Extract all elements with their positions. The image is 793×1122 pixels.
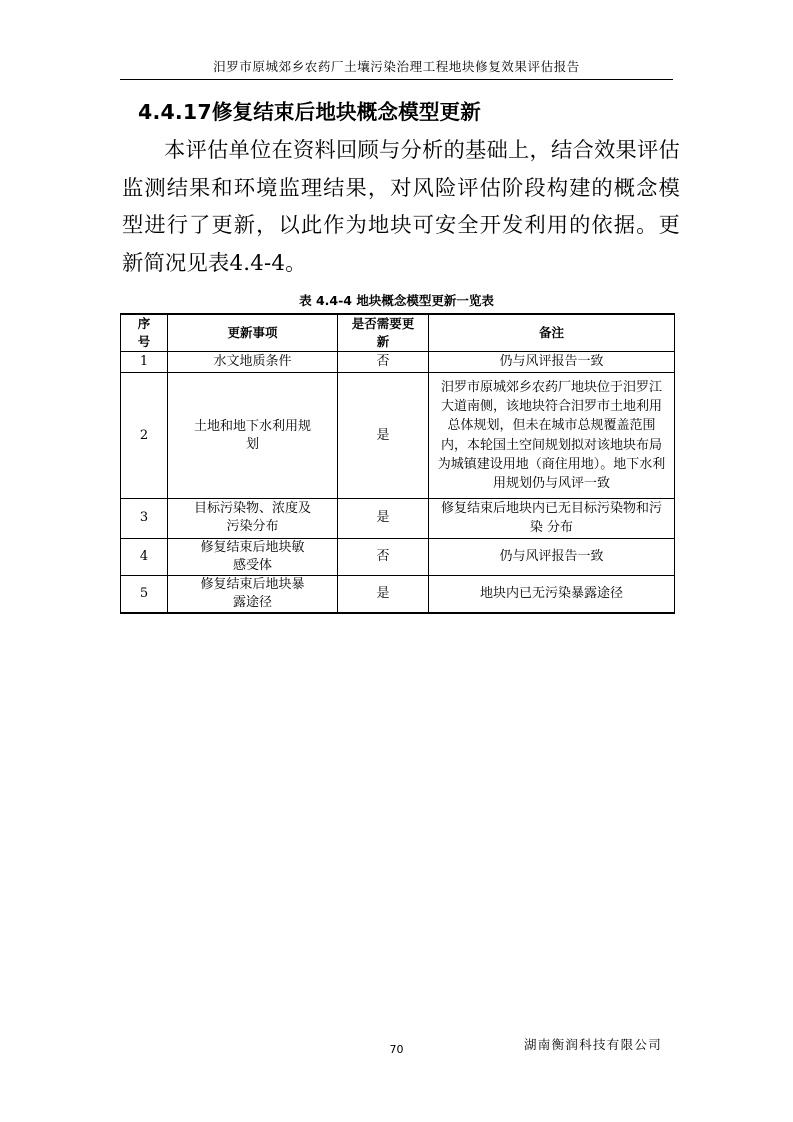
table-row <box>121 575 675 613</box>
cell-index: 1 <box>121 352 168 373</box>
table-caption: 表 4.4-4 地块概念模型更新一览表 <box>299 293 494 308</box>
cell-item: 修复结束后地块敏感受体 <box>168 538 338 575</box>
header-rule <box>120 79 673 80</box>
cell-item: 目标污染物、浓度及污染分布 <box>168 499 338 539</box>
cell-note: 仍与风评报告一致 <box>429 352 675 373</box>
table-row <box>121 352 675 373</box>
cell-index: 2 <box>121 373 168 499</box>
cell-item: 水文地质条件 <box>168 352 338 373</box>
column-header-note: 备注 <box>429 314 675 352</box>
cell-index: 3 <box>121 499 168 539</box>
cell-needs-update: 是 <box>338 499 429 539</box>
cell-needs-update: 否 <box>338 352 429 373</box>
table-row <box>121 538 675 575</box>
section-heading: 4.4.17修复结束后地块概念模型更新 <box>138 100 481 124</box>
table-row <box>121 373 675 499</box>
cell-needs-update: 否 <box>338 538 429 575</box>
update-summary-table <box>120 313 675 614</box>
column-header-needs-update: 是否需要更新 <box>338 314 429 352</box>
cell-needs-update: 是 <box>338 373 429 499</box>
cell-note: 地块内已无污染暴露途径 <box>429 575 675 613</box>
table-header-row <box>121 314 675 352</box>
page-number: 70 <box>389 1043 404 1056</box>
cell-note: 修复结束后地块内已无目标污染物和污染 分布 <box>429 499 675 539</box>
body-paragraph: 本评估单位在资料回顾与分析的基础上，结合效果评估监测结果和环境监理结果，对风险评估阶段构建的概念模型进行了更新，以此作为地块可安全开发利用的依据。更新简况见表4.4-4。 <box>122 138 680 276</box>
cell-index: 5 <box>121 575 168 613</box>
footer-company: 湖南衡润科技有限公司 <box>524 1037 663 1052</box>
cell-item: 修复结束后地块暴露途径 <box>168 575 338 613</box>
running-header: 汨罗市原城郊乡农药厂土壤污染治理工程地块修复效果评估报告 <box>213 59 580 74</box>
cell-note: 仍与风评报告一致 <box>429 538 675 575</box>
cell-item: 土地和地下水利用规划 <box>168 373 338 499</box>
cell-needs-update: 是 <box>338 575 429 613</box>
table-row <box>121 499 675 539</box>
column-header-index: 序号 <box>121 314 168 352</box>
column-header-item: 更新事项 <box>168 314 338 352</box>
cell-note: 汨罗市原城郊乡农药厂地块位于汨罗江大道南侧，该地块符合汨罗市土地利用总体规划，但未在城市总规覆盖范围内，本轮国土空间规划拟对该地块布局为城镇建设用地（商住用地）。地下水利用规划仍与风评一致 <box>429 373 675 499</box>
cell-index: 4 <box>121 538 168 575</box>
